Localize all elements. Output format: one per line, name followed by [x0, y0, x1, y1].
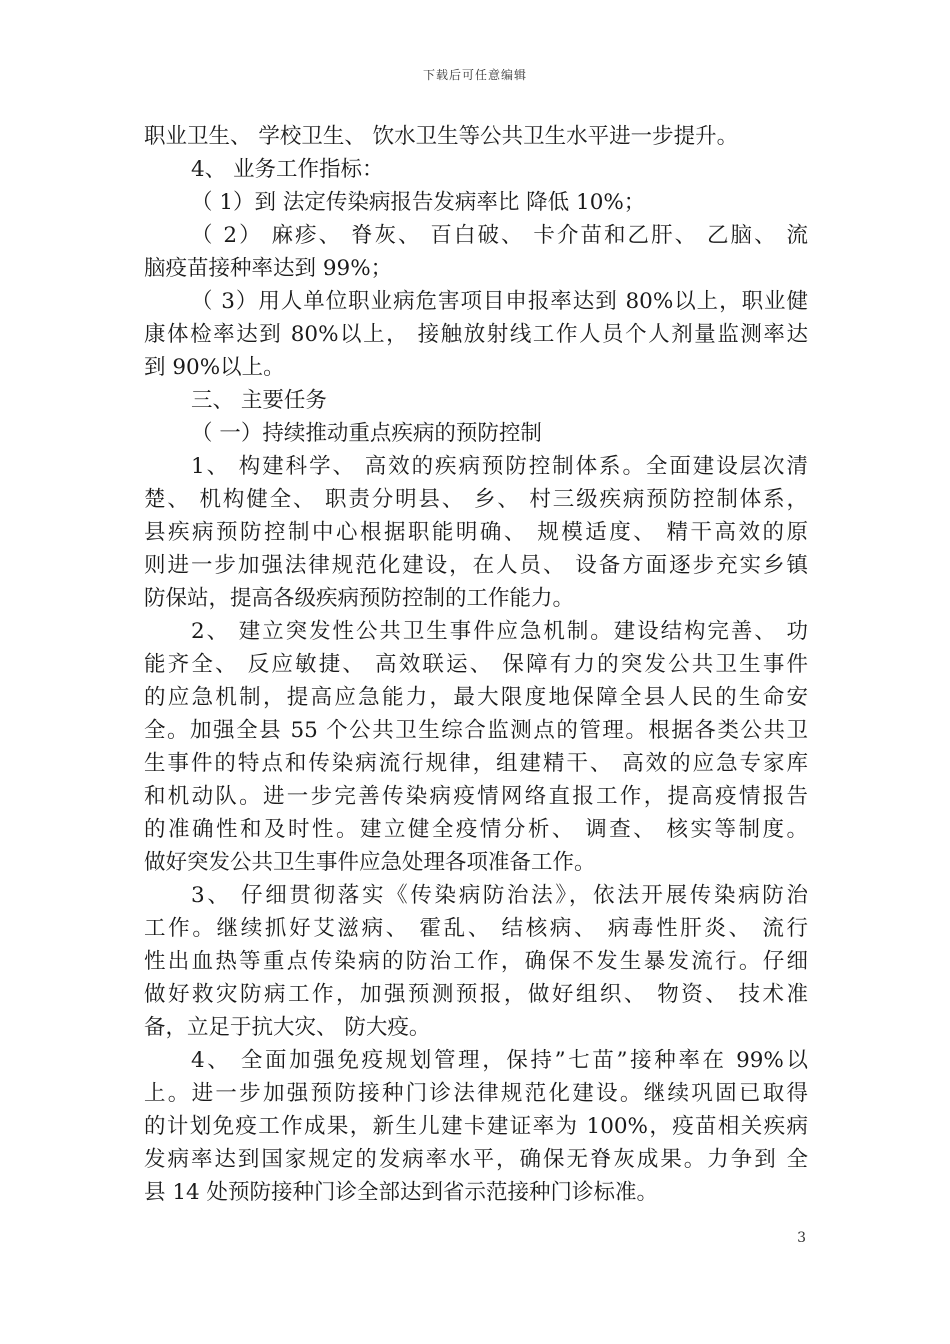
text-line: 的准确性和及时性。建立健全疫情分析、 调查、 核实等制度。	[144, 817, 808, 842]
text-line: 4、 业务工作指标：	[191, 157, 384, 182]
text-line: 的计划免疫工作成果，新生儿建卡建证率为 100%，疫苗相关疾病	[144, 1114, 808, 1139]
text-line: 工作。继续抓好艾滋病、 霍乱、 结核病、 病毒性肝炎、 流行	[144, 916, 808, 941]
text-line: 发病率达到国家规定的发病率水平，确保无脊灰成果。力争到 全	[144, 1147, 808, 1172]
text-line: 则进一步加强法律规范化建设，在人员、 设备方面逐步充实乡镇	[144, 553, 808, 578]
text-line: 能齐全、 反应敏捷、 高效联运、 保障有力的突发公共卫生事件	[144, 652, 808, 677]
text-line: 康体检率达到 80%以上， 接触放射线工作人员个人剂量监测率达	[144, 322, 808, 347]
text-line: 3、 仔细贯彻落实《传染病防治法》，依法开展传染病防治	[191, 883, 808, 908]
text-line: 4、 全面加强免疫规划管理，保持”七苗”接种率在 99%以	[191, 1048, 808, 1073]
text-line: 三、 主要任务	[191, 388, 327, 413]
text-line: 楚、 机构健全、 职责分明县、 乡、 村三级疾病预防控制体系，	[144, 487, 808, 512]
text-line: 脑疫苗接种率达到 99%；	[144, 256, 393, 281]
text-line: 做好突发公共卫生事件应急处理各项准备工作。	[144, 850, 596, 875]
text-line: 的应急机制，提高应急能力，最大限度地保障全县人民的生命安	[144, 685, 808, 710]
text-line: 到 90%以上。	[144, 355, 285, 380]
text-line: 2、 建立突发性公共卫生事件应急机制。建设结构完善、 功	[191, 619, 808, 644]
text-line: （ 一）持续推动重点疾病的预防控制	[191, 421, 542, 446]
text-line: （ 3）用人单位职业病危害项目申报率达到 80%以上，职业健	[191, 289, 808, 314]
text-line: 备，立足于抗大灾、 防大疫。	[144, 1015, 431, 1040]
page-header: 下载后可任意编辑	[422, 68, 527, 82]
text-line: 1、 构建科学、 高效的疾病预防控制体系。全面建设层次清	[191, 454, 808, 479]
text-line: 县疾病预防控制中心根据职能明确、 规模适度、 精干高效的原	[144, 520, 808, 545]
text-line: 性出血热等重点传染病的防治工作，确保不发生暴发流行。仔细	[144, 949, 808, 974]
page-number: 3	[797, 1230, 806, 1246]
body-text	[144, 120, 808, 1209]
text-line: 上。进一步加强预防接种门诊法律规范化建设。继续巩固已取得	[144, 1081, 808, 1106]
text-line: 全。加强全县 55 个公共卫生综合监测点的管理。根据各类公共卫	[144, 718, 808, 743]
text-line: （ 1）到 法定传染病报告发病率比 降低 10%；	[191, 190, 646, 215]
text-line: 做好救灾防病工作，加强预测预报，做好组织、 物资、 技术准	[144, 982, 808, 1007]
text-line: 生事件的特点和传染病流行规律，组建精干、 高效的应急专家库	[144, 751, 808, 776]
text-line: （ 2） 麻疹、 脊灰、 百白破、 卡介苗和乙肝、 乙脑、 流	[191, 223, 808, 248]
text-line: 和机动队。进一步完善传染病疫情网络直报工作，提高疫情报告	[144, 784, 808, 809]
text-line: 县 14 处预防接种门诊全部达到省示范接种门诊标准。	[144, 1180, 659, 1205]
text-line: 职业卫生、 学校卫生、 饮水卫生等公共卫生水平进一步提升。	[144, 124, 739, 149]
text-line: 防保站，提高各级疾病预防控制的工作能力。	[144, 586, 575, 611]
